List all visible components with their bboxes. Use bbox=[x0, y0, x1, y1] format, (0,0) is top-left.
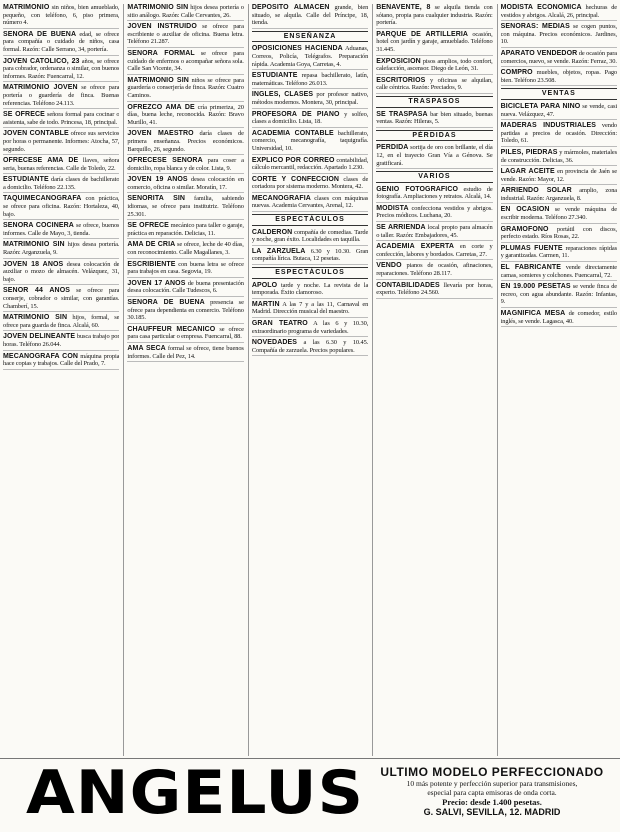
advertisement-price: Precio: desde 1.400 pesetas. bbox=[442, 797, 542, 807]
classified-columns bbox=[3, 4, 617, 756]
classified-ad bbox=[127, 345, 243, 362]
advertisement-line-2: especial para capta emisoras de onda corta. bbox=[427, 788, 557, 797]
column-5 bbox=[497, 4, 617, 756]
ad-body: se ofrece, leche de 40 días, con reconocimiento. Calle Magallanes, 3. bbox=[127, 241, 244, 257]
ad-body: amplio, zona industrial. Razón: Arganzuela, 8. bbox=[500, 187, 618, 202]
classified-ad bbox=[252, 320, 368, 337]
ad-lead: MADERAS INDUSTRIALES bbox=[500, 122, 597, 130]
classified-ad bbox=[3, 353, 119, 370]
ad-body: llaves, señora seria, buenas referencias. Calle de Toledo, 22. bbox=[3, 157, 120, 172]
classified-ad bbox=[501, 226, 617, 243]
ad-lead: ACADEMIA CONTABLE bbox=[251, 129, 334, 137]
ad-lead: OFRECESE AMA DE bbox=[3, 157, 79, 165]
ad-lead: AMA DE CRÍA bbox=[127, 241, 176, 249]
classified-ad bbox=[252, 111, 368, 128]
ad-body: hijos desea portería. Razón: Arganzuela, 9. bbox=[3, 241, 120, 257]
ad-body: se alquila tienda con sótano, propia para cualquier industria. Razón: portería. bbox=[376, 4, 493, 27]
classified-ad bbox=[127, 50, 243, 75]
ad-body: tarde y noche. La revista de la temporada. Éxito clamoroso. bbox=[251, 281, 369, 297]
ad-lead: APARATO VENDEDOR bbox=[500, 49, 578, 57]
ad-body: ocasión, hotel con jardín y garaje, amueblado. Teléfono 31.445. bbox=[376, 30, 493, 53]
ad-body: estudio de fotografía. Ampliaciones y retratos. Alcalá, 14. bbox=[376, 185, 493, 201]
ad-lead: JOVEN MAESTRO bbox=[127, 130, 194, 138]
ad-lead: EN 19.000 PESETAS bbox=[500, 283, 571, 291]
ad-body: hijos, formal, se ofrece para guarda de finca. Alcalá, 60. bbox=[3, 314, 120, 329]
ad-body: desea colocación en comercio, oficina o similar. Moratín, 17. bbox=[127, 176, 244, 191]
classified-ad bbox=[3, 157, 119, 174]
ad-lead: MARTÍN bbox=[251, 300, 280, 308]
ad-lead: VENDO bbox=[376, 262, 402, 270]
ad-lead: PARQUE DE ARTILLERÍA bbox=[376, 30, 469, 38]
ad-body: clases de cortadora por sistema moderno. Montera, 42. bbox=[251, 175, 369, 191]
classified-ad bbox=[252, 176, 368, 193]
ad-body: repasa bachillerato, latín, matemáticas. Teléfono 26.013. bbox=[251, 72, 369, 87]
column-1 bbox=[3, 4, 119, 756]
classified-ad bbox=[3, 111, 119, 128]
ad-body: edad, se ofrece para compañía o cuidado de niños, casa formal. Razón: Calle Serrano, 34, portería. bbox=[3, 30, 120, 53]
ad-lead: JOVEN INSTRUIDO bbox=[127, 23, 197, 31]
ad-body: busca trabajo por horas. Teléfono 26.044. bbox=[3, 333, 120, 348]
classified-ad bbox=[127, 23, 243, 48]
ad-body: formal se ofrece, tiene buenos informes. Calle del Pez, 14. bbox=[127, 344, 244, 360]
column-2 bbox=[123, 4, 243, 756]
ad-body: con buena letra se ofrece para trabajos en casa. Segovia, 19. bbox=[127, 260, 244, 276]
classified-ad bbox=[501, 23, 617, 48]
classified-ad bbox=[127, 176, 243, 193]
ad-lead: TAQUIMECANÓGRAFA bbox=[3, 195, 82, 203]
classified-ad bbox=[252, 157, 368, 174]
ad-body: muebles, objetos, ropas. Pago bien. Teléfono 23.508. bbox=[500, 69, 618, 84]
classified-ad bbox=[376, 31, 492, 56]
ad-lead: LAGAR ACEITE bbox=[500, 168, 555, 176]
ad-lead: PILES, PIEDRAS bbox=[500, 148, 558, 156]
ad-body: señora formal para cocinar o asistenta, sabe de todo. Princesa, 18, principal. bbox=[3, 111, 120, 126]
classified-ad bbox=[127, 280, 243, 297]
ad-lead: ESCRITORIOS bbox=[376, 76, 426, 84]
classified-ad bbox=[252, 339, 368, 356]
classified-ad bbox=[3, 314, 119, 331]
ad-lead: MATRIMONIO bbox=[3, 4, 50, 11]
ad-body: se vende finca de recreo, con agua abundante. Razón: Infantas, 9. bbox=[500, 283, 618, 306]
classified-ad bbox=[3, 241, 119, 258]
classified-ad bbox=[127, 77, 243, 102]
ad-lead: SEÑORITA SIN bbox=[127, 195, 186, 203]
ad-lead: OPOSICIONES HACIENDA bbox=[251, 45, 343, 53]
classified-ad bbox=[127, 157, 243, 174]
ad-body: y solfeo, clases a domicilio. Lista, 18. bbox=[251, 110, 369, 126]
ad-lead: ESTUDIANTE bbox=[3, 176, 49, 184]
ad-lead: ESTUDIANTE bbox=[251, 72, 298, 80]
classified-ad bbox=[376, 262, 492, 279]
ad-body: 6.30 y 10.30. Gran compañía lírica. Butaca, 12 pesetas. bbox=[251, 247, 369, 263]
ad-body: se cogen puntos, con máquina. Precios económicos. Jardines, 10. bbox=[500, 23, 618, 46]
ad-lead: BENAVENTE, 8 bbox=[376, 4, 431, 11]
ad-lead: SE OFRECE bbox=[3, 111, 45, 119]
classified-ad bbox=[252, 72, 368, 89]
advertisement-address: G. SALVI, SEVILLA, 12. MADRID bbox=[423, 807, 561, 817]
ad-body: clases con máquinas nuevas. Academia Cervantes, Arenal, 12. bbox=[251, 194, 369, 210]
ad-lead: SE OFRECE bbox=[127, 222, 169, 230]
ad-body: niños se ofrece para guardería o conserjería de finca. Razón: Cuatro Caminos. bbox=[127, 76, 244, 99]
ad-lead: MATRIMONIO SIN bbox=[127, 76, 189, 84]
ad-body: confecciona vestidos y abrigos. Precios módicos. Luchana, 20. bbox=[376, 204, 493, 220]
classified-ad bbox=[3, 31, 119, 56]
column-4 bbox=[372, 4, 492, 756]
ad-lead: GRAMÓFONO bbox=[500, 225, 549, 233]
classified-ad bbox=[3, 333, 119, 350]
ad-lead: COMPRO bbox=[500, 69, 533, 77]
classified-ad bbox=[376, 205, 492, 222]
classified-ad bbox=[501, 149, 617, 166]
ad-lead: EXPOSICIÓN bbox=[376, 57, 421, 65]
classified-ad bbox=[3, 176, 119, 193]
ad-body: A las 6 y 10.30, extraordinario programa de variedades. bbox=[251, 320, 369, 335]
classified-ad bbox=[252, 91, 368, 108]
ad-lead: SEÑORA COCINERA bbox=[3, 222, 74, 230]
ad-body: contabilidad, cálculo mercantil, redacción. Apartado 1.230. bbox=[251, 156, 369, 172]
angelus-advertisement bbox=[0, 758, 620, 832]
ad-lead: DEPÓSITO ALMACÉN bbox=[251, 4, 330, 11]
classified-ad bbox=[3, 84, 119, 109]
section-heading: VENTAS bbox=[501, 88, 617, 100]
ad-lead: SEÑORA DE BUENA bbox=[127, 299, 205, 306]
ad-body: por profesor nativo, métodos modernos. Montera, 30, principal. bbox=[251, 91, 369, 106]
classified-ad bbox=[3, 130, 119, 155]
ad-lead: MATRIMONIO SIN bbox=[3, 314, 68, 322]
ad-lead: MODISTA ECONÓMICA bbox=[500, 4, 582, 11]
ad-lead: JOVEN 17 AÑOS bbox=[127, 279, 186, 287]
classified-ad bbox=[3, 58, 119, 83]
ad-body: presencia se ofrece para dependienta en comercio. Teléfono 30.185. bbox=[127, 299, 244, 322]
ad-body: vende directamente camas, somieres y colchones. Fuencarral, 72. bbox=[500, 264, 618, 279]
classified-ad bbox=[501, 122, 617, 147]
ad-lead: SEÑOR 44 AÑOS bbox=[3, 287, 71, 295]
ad-body: daría clases de bachillerato a domicilio. Teléfono 22.135. bbox=[3, 176, 120, 191]
classified-ad bbox=[3, 222, 119, 239]
ad-lead: MAGNÍFICA MESA bbox=[500, 310, 566, 317]
ad-lead: MATRIMONIO SIN bbox=[127, 4, 189, 11]
ad-body: se ofrece, buenos informes. Calle de Mayo, 3, tienda. bbox=[3, 222, 120, 237]
ad-body: familia, sabiendo idiomas, se ofrece para institutriz. Teléfono 25.301. bbox=[127, 195, 244, 218]
classified-ad bbox=[376, 4, 492, 29]
ad-body: bar bien situado, buenas ventas. Razón: Hileras, 5. bbox=[376, 110, 493, 126]
classified-ad bbox=[376, 77, 492, 94]
ad-body: pianos de ocasión, afinaciones, reparaciones. Teléfono 28.117. bbox=[376, 262, 493, 278]
classified-ad bbox=[127, 104, 243, 129]
classified-ad bbox=[376, 111, 492, 128]
classified-ad bbox=[376, 282, 492, 299]
ad-body: se ofrece para portería o guardería de finca. Buenas referencias. Teléfono 24.113. bbox=[3, 84, 120, 107]
advertisement-line-1: 10 más potente y perfección superior para transmisiones, bbox=[406, 779, 578, 788]
section-heading: ESPECTÁCULOS bbox=[252, 267, 368, 279]
section-heading: PÉRDIDAS bbox=[376, 130, 492, 142]
classified-ad bbox=[252, 195, 368, 212]
classified-ad bbox=[252, 4, 368, 29]
ad-body: A las 7 y a las 11, Carnaval en Madrid. Dirección musical del maestro. bbox=[251, 300, 369, 316]
ad-lead: JOVEN DELINEANTE bbox=[3, 333, 76, 341]
classified-ad bbox=[376, 224, 492, 241]
ad-body: sin niños, bien amueblado, pequeño, con teléfono, 6, piso primera, número 4. bbox=[3, 4, 120, 27]
ad-lead: NOVEDADES bbox=[251, 339, 298, 347]
classified-ad bbox=[501, 245, 617, 262]
classified-ad bbox=[127, 222, 243, 239]
classified-ad bbox=[501, 168, 617, 185]
section-heading: ENSEÑANZA bbox=[252, 31, 368, 43]
ad-body: portátil con discos, perfecto estado. Ríos Rosas, 22. bbox=[500, 225, 618, 241]
ad-lead: CONTABILIDADES bbox=[376, 281, 440, 289]
ad-body: Aduanas, Correos, Policía, Telégrafos. Preparación rápida. Academia Goya, Carretas, 4. bbox=[251, 45, 369, 68]
ad-lead: CORTE Y CONFECCIÓN bbox=[251, 175, 340, 183]
classified-ad bbox=[501, 283, 617, 308]
ad-body: desea colocación de auxiliar o mozo de almacén. Velázquez, 31, bajo. bbox=[3, 260, 120, 283]
ad-lead: EL FABRICANTE bbox=[500, 264, 562, 272]
ad-lead: EXPLICO POR CORREO bbox=[251, 156, 335, 164]
classified-ad bbox=[376, 144, 492, 169]
ad-lead: MECANOGRAFÍA bbox=[251, 194, 311, 202]
classified-ad bbox=[127, 130, 243, 155]
column-3 bbox=[248, 4, 368, 756]
classified-ad bbox=[376, 58, 492, 75]
ad-body: local propio para almacén o taller. Razón: Embajadores, 45. bbox=[376, 224, 493, 239]
brand-logo: ANGELUS bbox=[26, 758, 365, 828]
advertisement-headline: ULTIMO MODELO PERFECCIONADO bbox=[380, 765, 604, 779]
ad-lead: PLUMAS FUENTE bbox=[500, 244, 563, 252]
ad-lead: GENIO FOTOGRÁFICO bbox=[376, 185, 459, 193]
classified-ad bbox=[376, 243, 492, 260]
ad-body: se vende máquina de escribir moderna. Teléfono 27.340. bbox=[500, 206, 618, 222]
ad-lead: PROFESORA DE PIANO bbox=[251, 110, 340, 118]
ad-body: mecánico para taller o garaje, práctica en reparación. Delicias, 11. bbox=[127, 222, 244, 237]
ad-lead: SEÑORA DE BUENA bbox=[3, 30, 77, 38]
ad-lead: CHAUFFEUR MECÁNICO bbox=[127, 325, 216, 333]
ad-lead: ESCRIBIENTE bbox=[127, 260, 176, 268]
classified-ad bbox=[376, 186, 492, 203]
classified-ad bbox=[127, 195, 243, 220]
ad-lead: INGLÉS, CLASES bbox=[251, 91, 314, 99]
ad-body: pisos amplios, todo confort, calefacción, ascensor. Diego de León, 31. bbox=[376, 57, 493, 73]
ad-lead: JOVEN 18 AÑOS bbox=[3, 260, 64, 268]
classified-ad bbox=[252, 248, 368, 265]
classified-ad bbox=[501, 103, 617, 120]
ad-body: de ocasión para comercios, nuevo, se vende. Razón: Ferraz, 30. bbox=[500, 49, 618, 65]
ad-lead: ARRIENDO SOLAR bbox=[500, 187, 572, 195]
ad-lead: BICICLETA PARA NIÑO bbox=[500, 102, 581, 110]
ad-lead: ACADEMIA EXPERTA bbox=[376, 243, 455, 251]
ad-body: se ofrece para escribiente o auxiliar de oficina. Buena letra. Teléfono 21.287. bbox=[127, 23, 244, 46]
ad-lead: SEÑORAS: MEDIAS bbox=[500, 23, 570, 31]
classified-ad bbox=[127, 299, 243, 324]
ad-body: se ofrece para conserje, cobrador o similar, con garantías. Chamberí, 15. bbox=[3, 287, 120, 310]
ad-body: llevaría por horas, experto. Teléfono 24.560. bbox=[376, 281, 493, 297]
ad-lead: SEÑORA FORMAL bbox=[127, 49, 195, 57]
ad-lead: AMA SECA bbox=[127, 344, 166, 352]
classified-ad bbox=[252, 229, 368, 246]
section-heading: VARIOS bbox=[376, 171, 492, 183]
ad-lead: MATRIMONIO SIN bbox=[3, 241, 65, 249]
ad-lead: JOVEN 19 AÑOS bbox=[127, 176, 188, 184]
classified-ad bbox=[252, 45, 368, 70]
ad-body: hijos desea portería o sitio análogo. Razón: Calle Cervantes, 26. bbox=[127, 4, 244, 19]
ad-lead: SE TRASPASA bbox=[376, 110, 428, 118]
ad-lead: JOVEN CATÓLICO, 23 bbox=[3, 57, 80, 65]
ad-lead: APOLO bbox=[251, 281, 278, 289]
ad-body: años, se ofrece para cobrador, ordenanza o similar, con buenos informes. Razón: Fuencarral, 12. bbox=[3, 57, 120, 80]
ad-body: daría clases de primera enseñanza. Precios económicos. Barquillo, 26, segundo. bbox=[127, 130, 244, 153]
classified-ad bbox=[501, 264, 617, 281]
ad-lead: GRAN TEATRO bbox=[251, 320, 308, 327]
ad-body: y oficinas se alquilan, calle céntrica. Razón: Preciados, 9. bbox=[376, 76, 493, 92]
ad-body: de comedor, estilo inglés, se vende. Lagasca, 40. bbox=[500, 310, 618, 325]
ad-lead: JOVEN CONTABLE bbox=[3, 130, 69, 138]
ad-lead: SE ARRIENDA bbox=[376, 224, 426, 232]
ad-body: en provincia de Jaén se vende. Razón: Mayor, 12. bbox=[500, 168, 618, 183]
classified-ad bbox=[501, 69, 617, 86]
ad-lead: MATRIMONIO JOVEN bbox=[3, 84, 78, 92]
ad-body: se ofrece para cuidado de enfermos o acompañar señora sola. Calle San Vicente, 34. bbox=[127, 49, 244, 73]
ad-body: de buena presentación desea colocación. Calle Tudescos, 6. bbox=[127, 279, 244, 295]
ad-body: hechuras de vestidos y abrigos. Alcalá, 26, principal. bbox=[500, 4, 618, 19]
classified-ad bbox=[501, 50, 617, 67]
ad-lead: PERDIDA bbox=[376, 144, 409, 152]
classified-ad bbox=[127, 4, 243, 21]
ad-body: se ofrece para casa particular o empresa. Fuencarral, 88. bbox=[127, 325, 244, 341]
ad-body: reparaciones rápidas y garantizadas. Carmen, 11. bbox=[500, 244, 618, 260]
classified-ad bbox=[3, 195, 119, 220]
classified-ad bbox=[252, 130, 368, 155]
classified-ad bbox=[252, 282, 368, 299]
ad-body: se vende, casi nueva. Velázquez, 47. bbox=[500, 102, 618, 118]
advertisement-text bbox=[372, 765, 612, 818]
classified-ad bbox=[501, 187, 617, 204]
ad-body: sortija de oro con brillante, el día 12, en el trayecto Gran Vía a Génova. Se gratificará. bbox=[376, 144, 493, 167]
ad-body: con práctica, se ofrece para oficina. Razón: Hortaleza, 40, bajo. bbox=[3, 195, 120, 218]
ad-body: compañía de comedias. Tarde y noche, gran éxito. Localidades en taquilla. bbox=[251, 228, 369, 244]
classified-ad bbox=[3, 4, 119, 29]
classified-ad bbox=[501, 4, 617, 21]
classified-ad bbox=[252, 301, 368, 318]
classified-ad bbox=[501, 206, 617, 223]
classified-ad bbox=[127, 261, 243, 278]
ad-lead: EN OCASIÓN bbox=[500, 206, 550, 214]
ad-body: máquina propia hace copias y trabajos. Calle del Prado, 7. bbox=[3, 352, 120, 368]
section-heading: ESPECTÁCULOS bbox=[252, 214, 368, 226]
ad-lead: MECANÓGRAFA CON bbox=[3, 352, 79, 360]
ad-lead: OFREZCO AMA DE bbox=[127, 103, 195, 111]
ad-body: bachillerato, comercio, mecanografía, taquigrafía. Universidad, 10. bbox=[251, 129, 369, 152]
ad-body: para coser a domicilio, ropa blanca y de color. Lista, 9. bbox=[127, 157, 244, 172]
section-heading: TRASPASOS bbox=[376, 96, 492, 108]
ad-body: grande, bien situado, se alquila. Calle del Príncipe, 18, tienda. bbox=[251, 4, 369, 27]
ad-lead: OFRECESE SEÑORA bbox=[127, 157, 203, 165]
ad-lead: LA ZARZUELA bbox=[251, 247, 306, 255]
ad-body: a las 6.30 y 10.45. Compañía de zarzuela. Precios populares. bbox=[251, 339, 369, 354]
classified-ad bbox=[127, 241, 243, 258]
classified-ad bbox=[3, 261, 119, 286]
classified-ad bbox=[3, 287, 119, 312]
classified-ad bbox=[127, 326, 243, 343]
ad-body: y mármoles, materiales de construcción. Delicias, 36. bbox=[500, 148, 618, 164]
ad-body: en corte y confección, labores y bordados. Carretas, 27. bbox=[376, 243, 493, 258]
ad-body: cría primeriza, 20 días, buena leche, reconocida. Razón: Bravo Murillo, 41. bbox=[127, 103, 244, 126]
ad-lead: CALDERÓN bbox=[251, 228, 293, 236]
ad-lead: MODISTA bbox=[376, 204, 409, 212]
classified-ad bbox=[501, 310, 617, 327]
ad-body: ofrece sus servicios por horas o permanente. Informes: Atocha, 57, segundo. bbox=[3, 130, 120, 153]
ad-body: vendo partidas a precios de ocasión. Dirección: Toledo, 61. bbox=[500, 122, 618, 145]
